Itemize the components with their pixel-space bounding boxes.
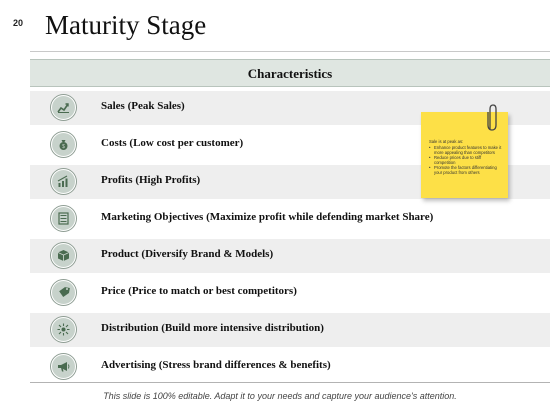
megaphone-icon — [51, 354, 76, 379]
network-hub-icon — [51, 317, 76, 342]
money-bag-icon — [51, 132, 76, 157]
row-label: Profits (High Profits) — [101, 174, 201, 186]
row-label: Price (Price to match or best competitors) — [101, 285, 297, 297]
sticky-note-title: Sale is at peak as: — [429, 139, 464, 144]
row-label: Advertising (Stress brand differences & benefits) — [101, 359, 331, 371]
checklist-icon — [51, 206, 76, 231]
row-label: Sales (Peak Sales) — [101, 100, 185, 112]
sales-chart-icon — [51, 95, 76, 120]
table-row — [30, 276, 550, 310]
table-row — [30, 202, 550, 236]
table-row — [30, 313, 550, 347]
title-divider — [30, 51, 550, 52]
table-row — [30, 350, 550, 384]
table-row — [30, 239, 550, 273]
sticky-note-item: • Reduce prices due to stiff competition — [429, 155, 502, 165]
bottom-divider — [30, 382, 550, 383]
sticky-note-item: • Promote the factors differentiating your product from others — [429, 165, 502, 175]
svg-text:$: $ — [62, 144, 65, 150]
table-header-label: Characteristics — [247, 66, 333, 81]
row-label: Costs (Low cost per customer) — [101, 137, 244, 149]
sticky-note-list — [429, 145, 502, 175]
slide-number: 20 — [13, 18, 24, 28]
row-label: Product (Diversify Brand & Models) — [101, 248, 274, 260]
growth-chart-icon — [51, 169, 76, 194]
price-tag-icon — [51, 280, 76, 305]
paperclip-icon — [486, 103, 498, 133]
footer-note: This slide is 100% editable. Adapt it to your needs and capture your audience's attention. — [103, 391, 457, 401]
table-header — [30, 59, 550, 87]
sticky-note-item: • Enhance product features to make it more appealing than competitors — [429, 145, 502, 155]
slide-title: Maturity Stage — [45, 10, 207, 40]
row-label: Marketing Objectives (Maximize profit while defending market Share) — [101, 211, 434, 223]
row-label: Distribution (Build more intensive distribution) — [101, 322, 324, 334]
product-box-icon — [51, 243, 76, 268]
